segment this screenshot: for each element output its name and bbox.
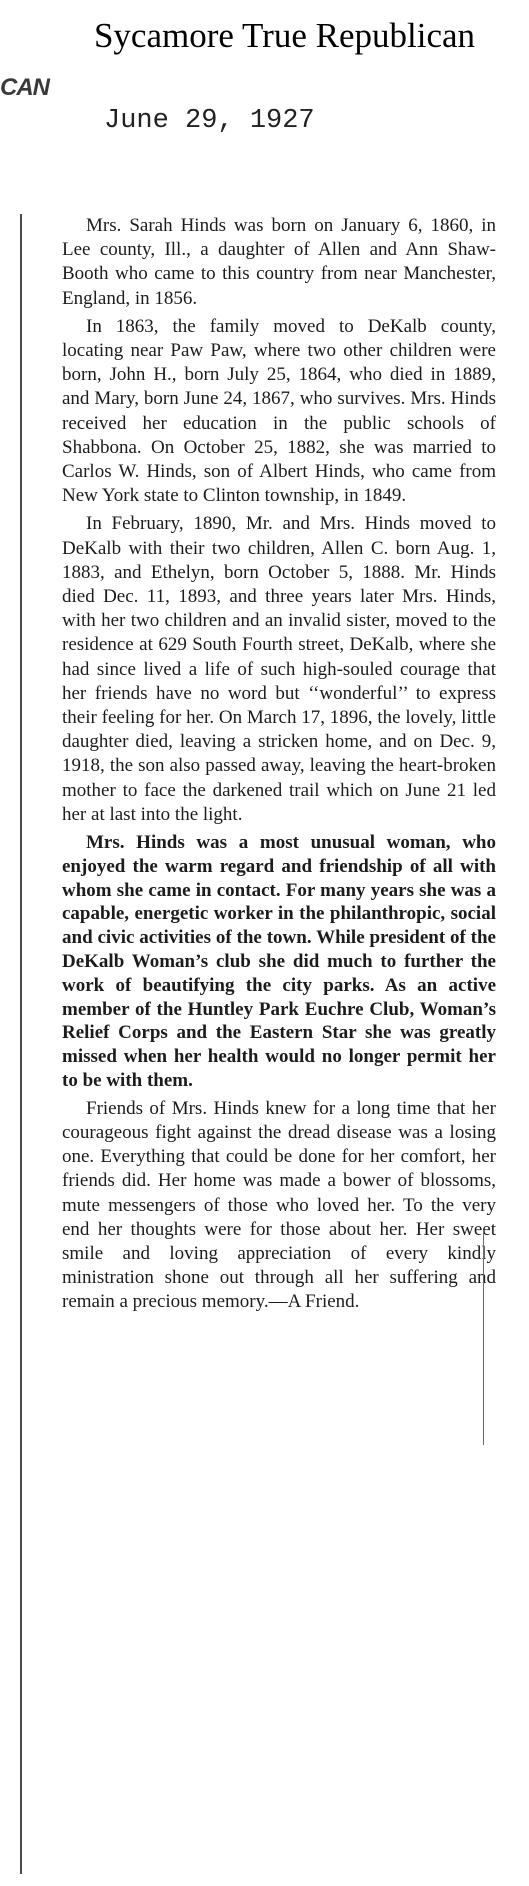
paragraph-civic-work: Mrs. Hinds was a most unusual woman, who enjoyed the warm regard and friendship of all with whom she came in contact. For many years she was a capable, energetic worker in the philanthropic, social and civic activities of the town. While president of the DeKalb Woman’s club she did much to further the work of beautifying the city parks. As an active member of the Huntley Park Euchre Club, Woman’s Relief Corps and the Eastern Star she was greatly missed when her health would no longer permit her to be with them. <box>62 832 496 1092</box>
paragraph-birth: Mrs. Sarah Hinds was born on January 6, 1860, in Lee county, Ill., a daughter of Allen and Ann Shaw-Booth who came to this country from near Manchester, England, in 1856. <box>62 215 496 309</box>
newspaper-masthead: Sycamore True Republican <box>93 16 476 55</box>
obituary-column <box>20 214 496 1874</box>
paragraph-dekalb-life: In February, 1890, Mr. and Mrs. Hinds moved to DeKalb with their two children, Allen C. born Aug. 1, 1883, and Ethelyn, born October 5, 1888. Mr. Hinds died Dec. 11, 1893, and three years later Mrs. Hinds, with her two children and an invalid sister, moved to the residence at 629 South Fourth street, DeKalb, where she had since lived a life of such high-souled courage that her friends have no word but ‘‘wonderful’’ to express their feeling for her. On March 17, 1896, the lovely, little daughter died, leaving a stricken home, and on Dec. 9, 1918, the son also passed away, leaving the heart-broken mother to face the darkened trail which on June 21 led her at last into the light. <box>62 513 496 825</box>
column-rule <box>483 1230 484 1445</box>
paragraph-tribute: Friends of Mrs. Hinds knew for a long time that her courageous fight against the dread disease was a losing one. Everything that could be done for her comfort, her friends did. Her home was made a bower of blossoms, mute messengers of those who loved her. To the very end her thoughts were for those about her. Her sweet smile and loving appreciation of every kindly ministration shone out through all her suffering and remain a precious memory.—A Friend. <box>62 1097 496 1313</box>
margin-text-fragment: CAN <box>0 74 49 101</box>
article-date: June 29, 1927 <box>104 106 315 136</box>
paragraph-family-move: In 1863, the family moved to DeKalb county, locating near Paw Paw, where two other children were born, John H., born July 25, 1864, who died in 1889, and Mary, born June 24, 1867, who survives. Mrs. Hinds received her education in the public schools of Shabbona. On October 25, 1882, she was married to Carlos W. Hinds, son of Albert Hinds, who came from New York state to Clinton township, in 1849. <box>62 315 496 507</box>
